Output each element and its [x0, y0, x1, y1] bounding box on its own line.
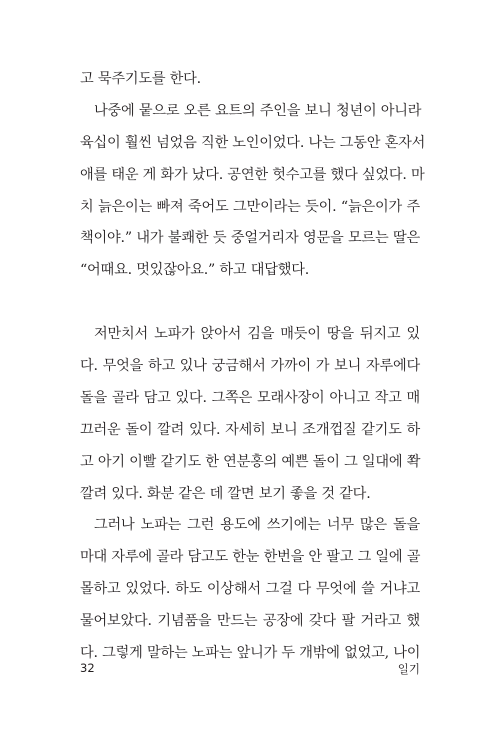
text-line: 물어보았다. 기념품을 만드는 공장에 갖다 팔 거라고 했 [80, 613, 420, 630]
text-line: 육십이 훨씬 넘었음 직한 노인이었다. 나는 그동안 혼자서 [80, 134, 426, 151]
text-line: 나중에 뭍으로 오른 요트의 주인을 보니 청년이 아니라 [94, 102, 422, 119]
text-line: 몰하고 있었다. 하도 이상해서 그걸 다 무엇에 쓸 거냐고 [80, 581, 420, 598]
text-line: “어때요. 멋있잖아요.” 하고 대답했다. [80, 262, 310, 279]
body-text [80, 64, 426, 670]
text-line: 다. 그렇게 말하는 노파는 앞니가 두 개밖에 없었고, 나이 [80, 645, 421, 662]
running-title: 일기 [397, 662, 420, 676]
text-line: 애를 태운 게 화가 났다. 공연한 헛수고를 했다 싶었다. 마 [80, 166, 425, 183]
text-line: 책이야.” 내가 불쾌한 듯 중얼거리자 영문을 모르는 딸은 [80, 230, 420, 247]
text-line: 깔려 있다. 화분 같은 데 깔면 보기 좋을 것 같다. [80, 485, 371, 502]
text-line: 고 묵주기도를 한다. [80, 71, 201, 87]
text-line: 다. 무엇을 하고 있나 궁금해서 가까이 가 보니 자루에다 [80, 358, 420, 375]
text-line: 치 늙은이는 빠져 죽어도 그만이라는 듯이. “늙은이가 주 [80, 198, 420, 215]
text-line: 끄러운 돌이 깔려 있다. 자세히 보니 조개껍질 같기도 하 [80, 421, 420, 438]
text-line: 마대 자루에 골라 담고도 한눈 한번을 안 팔고 그 일에 골 [80, 549, 421, 566]
section-break [80, 287, 420, 319]
text-line: 그러나 노파는 그런 용도에 쓰기에는 너무 많은 돌을 [94, 517, 420, 534]
page-number: 32 [80, 661, 95, 675]
text-line: 고 아기 이빨 같기도 한 연분홍의 예쁜 돌이 그 일대에 쫙 [80, 453, 421, 470]
text-line: 돌을 골라 담고 있다. 그쪽은 모래사장이 아니고 작고 매 [80, 389, 420, 406]
text-line: 저만치서 노파가 앉아서 김을 매듯이 땅을 뒤지고 있 [94, 326, 420, 343]
